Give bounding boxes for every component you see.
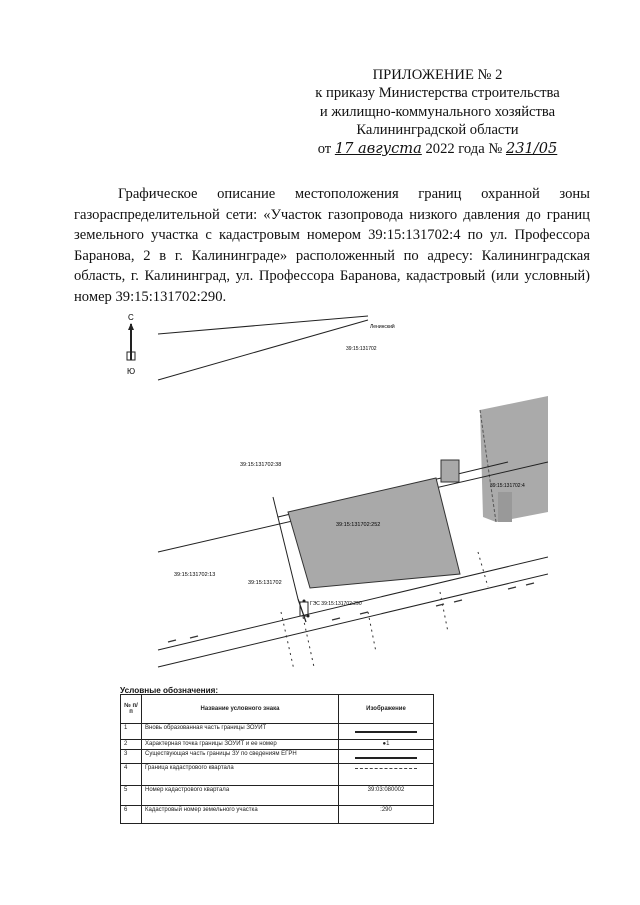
legend-name: Вновь образованная часть границы ЗОУИТ — [142, 724, 339, 740]
compass-arrow-head — [128, 323, 134, 330]
legend-num: 1 — [121, 724, 142, 740]
compass-north-label: С — [128, 313, 134, 322]
date-prefix: от — [317, 140, 332, 157]
legend-name: Номер кадастрового квартала — [142, 786, 339, 806]
map-label-quarter: 39:15:131702 — [248, 580, 282, 586]
legend-table — [120, 694, 434, 824]
symbol-new-boundary — [355, 731, 417, 733]
legend-image — [339, 764, 434, 786]
description-paragraph: Графическое описание местоположения границ охранной зоны газораспределительной сети: «Участок газопровода низкого давления до границ земельного участка с кадастровым номером 39:15:131702:4 по ул. Профессора Баранова, 2 в г. Калининграде» расположенный по адресу: Калининградская область, г. Калининград, ул. Профессора Баранова, кадастровый (или условный) номер 39:15:131702:290. — [74, 186, 590, 305]
compass — [127, 313, 135, 376]
boundary-point — [307, 615, 310, 618]
legend-name: Существующая часть границы ЗУ по сведениям ЕГРН — [142, 750, 339, 764]
legend-row — [121, 764, 434, 786]
order-date-line — [300, 140, 575, 158]
street-boundary-lower — [158, 574, 548, 667]
legend-name: Граница кадастрового квартала — [142, 764, 339, 786]
map-label-right: 39:15:131702:4 — [490, 483, 525, 489]
symbol-existing-boundary — [355, 757, 417, 759]
description-text — [74, 184, 590, 307]
legend-header-num: № п/п — [121, 695, 142, 724]
legend-num: 2 — [121, 740, 142, 750]
legend-num: 4 — [121, 764, 142, 786]
road-top-line — [158, 316, 368, 334]
legend-row — [121, 750, 434, 764]
map-label-252: 39:15:131702:252 — [336, 522, 381, 528]
legend-num: 6 — [121, 806, 142, 824]
legend-header-row — [121, 695, 434, 724]
legend-row — [121, 724, 434, 740]
legend-header-name: Название условного знака — [142, 695, 339, 724]
compass-south-label: Ю — [127, 367, 136, 376]
cadastral-map — [118, 312, 548, 690]
adjacent-parcel-area — [480, 396, 548, 522]
legend-name: Характерная точка границы ЗОУИТ и ее номер — [142, 740, 339, 750]
order-line-3: Калининградской области — [356, 122, 519, 139]
map-label-gas: ГЭС 39:15:131702:290 — [310, 601, 362, 607]
map-label-top-2: 39:15:131702 — [346, 346, 377, 352]
handwritten-date: 17 августа — [334, 139, 422, 157]
street-dash-marks — [168, 583, 534, 642]
legend-image: ●1 — [339, 740, 434, 750]
gas-zone — [298, 599, 362, 622]
legend-title: Условные обозначения: — [120, 686, 219, 695]
legend-row — [121, 786, 434, 806]
order-line-1: к приказу Министерства строительства — [315, 85, 560, 102]
annex-title: ПРИЛОЖЕНИЕ № 2 — [372, 67, 503, 83]
legend-row — [121, 740, 434, 750]
symbol-point-number: 1 — [386, 741, 390, 747]
legend-num: 3 — [121, 750, 142, 764]
annex-header — [300, 66, 575, 158]
map-label-38: 39:15:131702:38 — [240, 462, 282, 468]
map-label-top-1: Ленинский — [370, 324, 395, 330]
date-suffix: 2022 года № — [425, 140, 503, 157]
small-building — [441, 460, 459, 482]
legend-image: 39:03:080002 — [339, 786, 434, 806]
order-line-2: и жилищно-коммунального хозяйства — [319, 103, 556, 120]
handwritten-number: 231/05 — [505, 139, 558, 157]
road-bottom-line — [158, 320, 368, 380]
adjacent-building — [498, 492, 512, 522]
legend-header-image: Изображение — [339, 695, 434, 724]
map-label-13: 39:15:131702:13 — [174, 572, 216, 578]
legend-image — [339, 724, 434, 740]
legend-row — [121, 806, 434, 824]
symbol-quarter-boundary — [355, 768, 417, 769]
legend-num: 5 — [121, 786, 142, 806]
legend-name: Кадастровый номер земельного участка — [142, 806, 339, 824]
building-252 — [288, 478, 460, 588]
legend-image — [339, 750, 434, 764]
boundary-point — [303, 600, 306, 603]
legend-image: :290 — [339, 806, 434, 824]
